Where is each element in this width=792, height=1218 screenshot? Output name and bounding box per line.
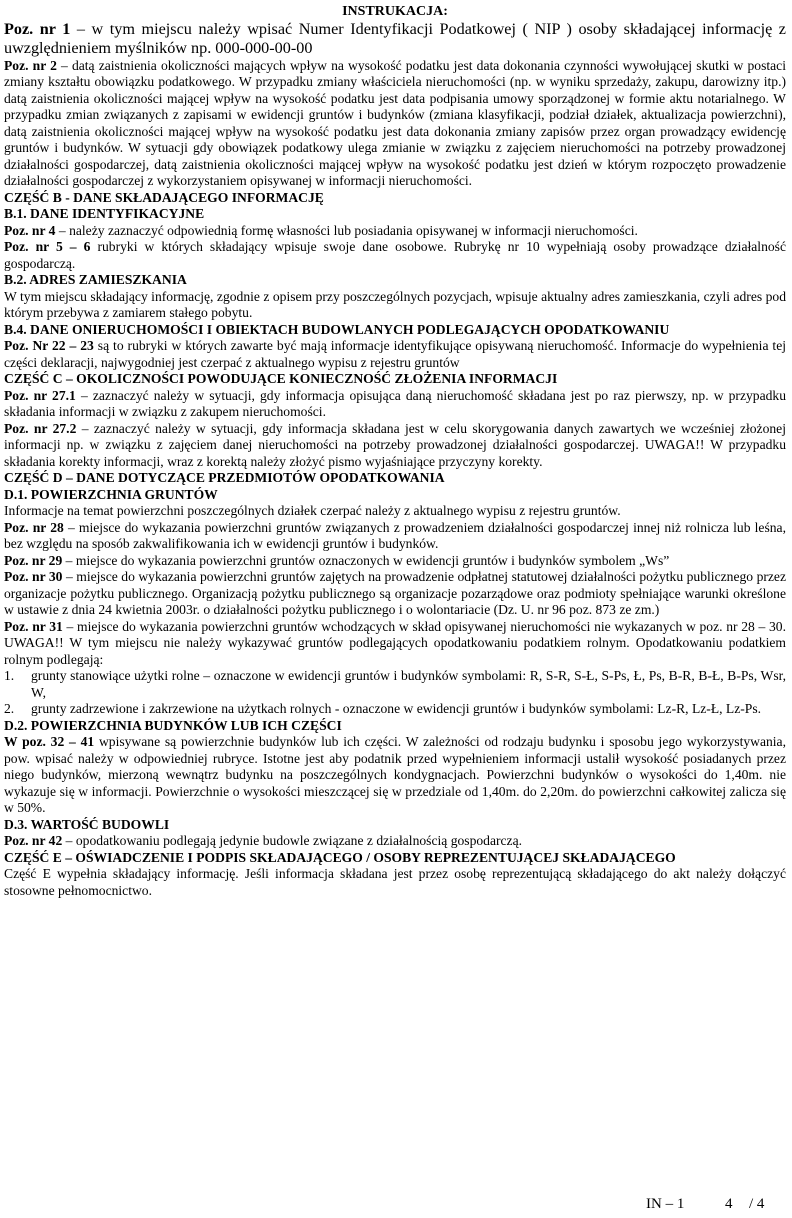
ref-label: Poz. nr 31 [4, 618, 63, 634]
item-text: – miejsce do wykazania powierzchni gruntów związanych z prowadzeniem działalności gospodarczej innej niż rolnicza lub leśna, bez względu na sposób zakwalifikowania ich w ewidencji gruntów i budynków. [4, 519, 786, 552]
ref-label: Poz. nr 29 [4, 552, 63, 568]
item-poz-27-1 [4, 388, 786, 421]
item-poz-1 [4, 20, 786, 58]
ref-label: W poz. 32 – 41 [4, 734, 95, 750]
page-total: / 4 [749, 1196, 765, 1212]
item-poz-2 [4, 58, 786, 190]
page-footer [646, 1195, 764, 1213]
ref-label: Poz. nr 5 – 6 [4, 239, 91, 255]
d1-paragraph: Informacje na temat powierzchni poszczególnych działek czerpać należy z aktualnego wypisu z rejestru gruntów. [4, 503, 621, 519]
subsection-d2-heading: D.2. POWIERZCHNIA BUDYNKÓW LUB ICH CZĘŚCI [4, 717, 342, 733]
item-text: wpisywane są powierzchnie budynków lub ich części. W zależności od rodzaju budynku i sposobu jego wykorzystywania, pow. wpisać należy w odpowiedniej rubryce. Istotne jest aby podatnik przed wypełnieniem informacji ustalił wysokość posiadanych przez niego budynków, mierzoną wewnątrz budynku na poszczególnych kondygnacjach. Powierzchni budynków o wysokości do 1,40m. nie wykazuje się w informacji. Powierzchnie o wysokości mieszczącej się w przedziale od 1,40m. do 2,20m. do powierzchni całkowitej zalicza się w 50%. [4, 734, 786, 816]
list-item [4, 668, 786, 701]
item-poz-42 [4, 833, 786, 850]
list-number: 2. [4, 701, 15, 717]
ref-label: Poz. Nr 22 – 23 [4, 338, 94, 354]
ref-label: Poz. nr 4 [4, 222, 56, 238]
agricultural-land-list [4, 668, 786, 718]
item-poz-28 [4, 520, 786, 553]
instruction-document [4, 4, 786, 899]
ref-label: Poz. nr 30 [4, 569, 63, 585]
list-text: grunty stanowiące użytki rolne – oznaczone w ewidencji gruntów i budynków symbolami: R, S-R, S-Ł, S-Ps, Ł, Ps, B-R, B-Ł, B-Ps, Wsr, W, [31, 668, 786, 700]
item-poz-30 [4, 569, 786, 619]
item-poz-31 [4, 619, 786, 669]
item-poz-5-6 [4, 239, 786, 272]
ref-label: Poz. nr 42 [4, 833, 63, 849]
item-text: – zaznaczyć należy w sytuacji, gdy informacja składana jest w celu skorygowania danych zawartych we wcześniej złożonej informacji np. w związku z zajęciem danej nieruchomości na potrzeby prowadzonej działalności gospodarczej. UWAGA!! W przypadku składania korekty informacji, wraz z korektą należy złożyć pismo wyjaśniające przyczyny korekty. [4, 420, 786, 469]
item-text: są to rubryki w których zawarte być mają informacje identyfikujące opisywaną nieruchomość. Informacje do wypełnienia tej części deklaracji, najwygodniej jest czerpać z aktualnego wypisu z rejestru gruntów [4, 338, 786, 370]
item-poz-29 [4, 553, 786, 570]
item-text: – w tym miejscu należy wpisać Numer Identyfikacji Podatkowej ( NIP ) osoby składającej informację z uwzględnieniem myślników np. 000-000-00-00 [4, 20, 786, 57]
subsection-b4-heading: B.4. DANE ONIERUCHOMOŚCI I OBIEKTACH BUDOWLANYCH PODLEGAJĄCYCH OPODATKOWANIU [4, 321, 670, 337]
item-text: – należy zaznaczyć odpowiednią formę własności lub posiadania opisywanej w informacji nieruchomości. [55, 222, 638, 238]
subsection-d1-heading: D.1. POWIERZCHNIA GRUNTÓW [4, 486, 218, 502]
item-text: rubryki w których składający wpisuje swoje dane osobowe. Rubrykę nr 10 wypełniają osoby prowadzące działalność gospodarczą. [4, 239, 786, 271]
subsection-d3-heading: D.3. WARTOŚĆ BUDOWLI [4, 816, 170, 832]
item-poz-27-2 [4, 421, 786, 471]
b2-paragraph: W tym miejscu składający informację, zgodnie z opisem przy poszczególnych pozycjach, wpisuje aktualny adres zamieszkania, czyli adres pod którym przebywa z zamiarem stałego pobytu. [4, 288, 786, 321]
item-text: – datą zaistnienia okoliczności mających wpływ na wysokość podatku jest data dokonania czynności wywołującej skutki w postaci zmiany kształtu obowiązku podatkowego. W przypadku zmiany właściciela nieruchomości (np. w wyniku sprzedaży, zakupu, darowizny itp.) datą zaistnienia okoliczności mającej wpływ na wysokość podatku jest data podpisania umowy sporządzonej w formie aktu notarialnego. W przypadku zmian związanych z zapisami w ewidencji gruntów i budynków (zmiana klasyfikacji, podział działek, aktualizacja powierzchni), datą zaistnienia okoliczności mającej wpływ na wysokość podatku jest data dokonania zmiany zapisów przez organ prowadzący ewidencję gruntów i budynków. W sytuacji gdy obowiązek podatkowy ulega zmianie w związku z zajęciem nieruchomości na potrzeby prowadzonej działalności gospodarczej, datą zaistnienia okoliczności mającej wpływ na wysokość podatku jest dzień w którym rozpoczęto prowadzenie działalności gospodarczej z wykorzystaniem opisywanej w informacji nieruchomości. [4, 57, 786, 189]
list-item [4, 701, 786, 718]
list-number: 1. [4, 668, 15, 684]
list-text: grunty zadrzewione i zakrzewione na użytkach rolnych - oznaczone w ewidencji gruntów i budynków symbolami: Lz-R, Lz-Ł, Lz-Ps. [31, 701, 762, 717]
e-paragraph: Część E wypełnia składający informację. Jeśli informacja składana jest przez osobę reprezentującą składającego do akt należy dołączyć stosowne pełnomocnictwo. [4, 866, 786, 898]
item-poz-32-41 [4, 734, 786, 817]
ref-label: Poz. nr 1 [4, 20, 71, 38]
section-c-heading: CZĘŚĆ C – OKOLICZNOŚCI POWODUJĄCE KONIECZNOŚĆ ZŁOŻENIA INFORMACJI [4, 371, 558, 387]
subsection-b2-heading: B.2. ADRES ZAMIESZKANIA [4, 272, 187, 288]
item-text: – miejsce do wykazania powierzchni gruntów oznaczonych w ewidencji gruntów i budynków symbolem „Ws” [62, 552, 670, 568]
ref-label: Poz. nr 2 [4, 57, 57, 73]
section-d-heading: CZĘŚĆ D – DANE DOTYCZĄCE PRZEDMIOTÓW OPODATKOWANIA [4, 470, 445, 486]
ref-label: Poz. nr 27.2 [4, 420, 77, 436]
item-poz-4 [4, 223, 786, 240]
ref-label: Poz. nr 27.1 [4, 387, 76, 403]
item-poz-22-23 [4, 338, 786, 371]
item-text: – zaznaczyć należy w sytuacji, gdy informacja opisująca daną nieruchomość składana jest po raz pierwszy, np. w przypadku składania informacji w związku z zakupem nieruchomości. [4, 387, 786, 420]
page-number: 4 [725, 1196, 733, 1212]
item-text: – miejsce do wykazania powierzchni gruntów zajętych na prowadzenie odpłatnej statutowej działalności pożytku publicznego przez organizacje pożytku publicznego. Organizacją pożytku publicznego są organizacje pozarządowe oraz podmioty spełniające warunki określone w ustawie z dnia 24 kwietnia 2003r. o działalności pożytku publicznego i o wolontariacie (Dz. U. nr 96 poz. 873 ze zm.) [4, 569, 786, 618]
subsection-b1-heading: B.1. DANE IDENTYFIKACYJNE [4, 206, 205, 222]
section-e-heading: CZĘŚĆ E – OŚWIADCZENIE I PODPIS SKŁADAJĄCEGO / OSOBY REPREZENTUJĄCEJ SKŁADAJĄCEGO [4, 849, 676, 865]
form-code: IN – 1 [646, 1196, 685, 1212]
item-text: – opodatkowaniu podlegają jedynie budowle związane z działalnością gospodarczą. [62, 833, 523, 849]
ref-label: Poz. nr 28 [4, 519, 64, 535]
item-text: – miejsce do wykazania powierzchni gruntów wchodzących w skład opisywanej nieruchomości nie wykazanych w poz. nr 28 – 30. UWAGA!! W tym miejscu nie należy wykazywać gruntów podlegających opodatkowaniu podatkiem rolnym. Opodatkowaniu podatkiem rolnym podlegają: [4, 618, 786, 667]
section-b-heading: CZĘŚĆ B - DANE SKŁADAJĄCEGO INFORMACJĘ [4, 189, 324, 205]
document-title: INSTRUKACJA: [342, 4, 448, 19]
